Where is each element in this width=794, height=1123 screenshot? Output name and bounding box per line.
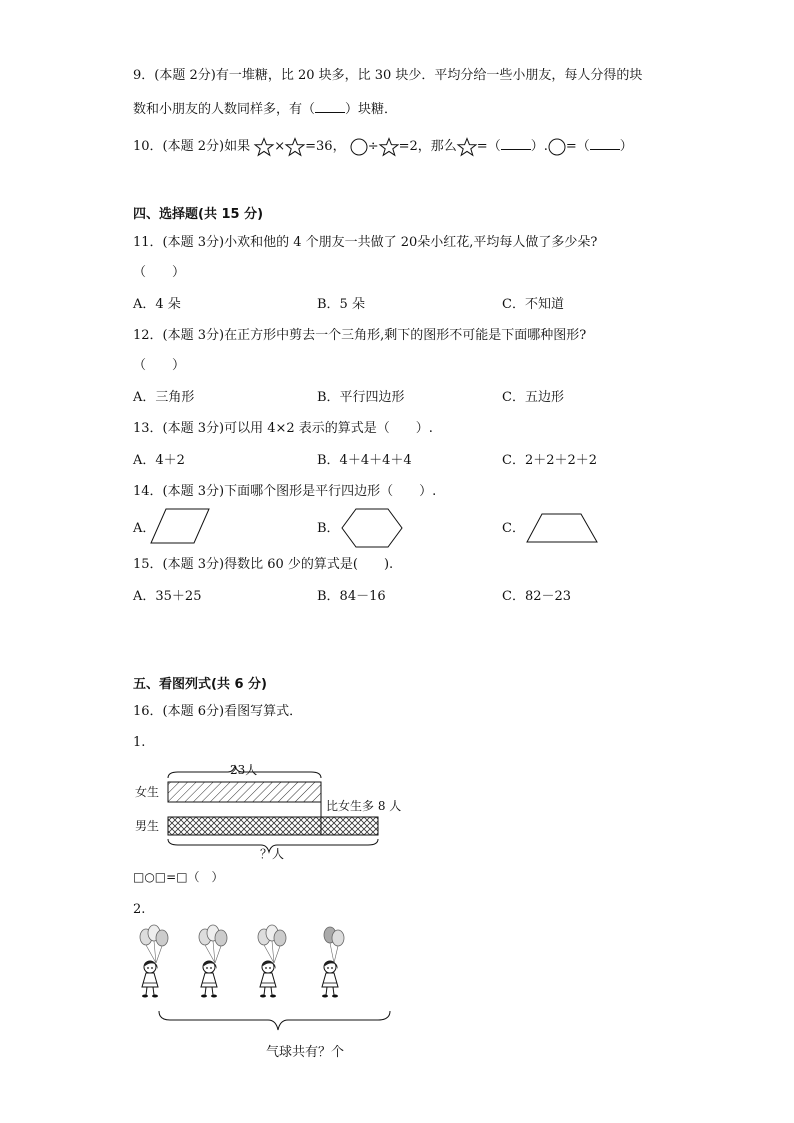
boys-bar	[168, 817, 378, 835]
q11-option-b[interactable]: B．5 朵	[317, 297, 365, 312]
q14-option-b[interactable]: B．	[317, 521, 340, 536]
diagram-girls-label: 女生	[135, 785, 160, 799]
q10-star-answer-blank[interactable]	[501, 137, 531, 150]
circle-icon	[548, 138, 566, 156]
q12-paren[interactable]: （ ）	[133, 358, 186, 373]
q10-sep: .	[543, 139, 548, 154]
q9-line1: 9．(本题 2分)有一堆糖，比 20 块多，比 30 块少．平均分给一些小朋友，每人分得的块	[133, 68, 643, 83]
q11-option-c[interactable]: C．不知道	[502, 297, 564, 312]
diagram-diff-label: 比女生多 8 人	[326, 799, 402, 813]
q16-part1-label: 1.	[133, 735, 146, 750]
q10-times: ×	[274, 139, 286, 154]
q15-text: 15．(本题 3分)得数比 60 少的算式是( ).	[133, 557, 394, 572]
q10-circle-answer-blank[interactable]	[590, 137, 620, 150]
figure-caption: 气球共有？个	[266, 1045, 345, 1060]
q13-option-b[interactable]: B．4＋4＋4＋4	[317, 453, 412, 468]
q16-part2-label: 2.	[133, 902, 146, 917]
figure-brace	[158, 1010, 398, 1034]
q13-option-a[interactable]: A．4＋2	[133, 453, 185, 468]
q10-line	[133, 137, 633, 156]
q14-option-a[interactable]: A．	[133, 521, 156, 536]
q13-option-c[interactable]: C．2＋2＋2＋2	[502, 453, 598, 468]
section-4-title: 四、选择题(共 15 分)	[133, 207, 264, 222]
q14-text: 14．(本题 3分)下面哪个图形是平行四边形（ ）.	[133, 484, 437, 499]
q15-option-c[interactable]: C．82－23	[502, 589, 572, 604]
diagram-top-label: 23人	[230, 763, 258, 777]
q12-option-b[interactable]: B．平行四边形	[317, 390, 405, 405]
q10-close: ）	[530, 139, 544, 154]
star-icon	[379, 138, 399, 156]
q10-close-b: ）	[619, 139, 633, 154]
q10-eq36: =36，	[305, 139, 346, 154]
q11-text: 11．(本题 3分)小欢和他的 4 个朋友一共做了 20朵小红花,平均每人做了多少朵?	[133, 235, 598, 250]
q16-text: 16．(本题 6分)看图写算式．	[133, 704, 303, 719]
q10-eq2: =2，那么	[398, 139, 457, 154]
diagram-bottom-label: ？人	[260, 847, 285, 861]
q10-prefix: 10．(本题 2分)如果	[133, 139, 251, 154]
q9-line2	[133, 100, 397, 116]
star-icon	[457, 138, 477, 156]
q10-div: ÷	[367, 139, 379, 154]
section-5-title: 五、看图列式(共 6 分)	[133, 677, 267, 692]
q9-answer-blank[interactable]	[315, 100, 345, 113]
q11-paren[interactable]: （ ）	[133, 265, 186, 280]
trapezoid-icon[interactable]	[526, 513, 598, 543]
q11-option-a[interactable]: A．4 朵	[133, 297, 181, 312]
q16-part1-answer[interactable]: □○□=□（ ）	[133, 870, 224, 884]
q12-option-c[interactable]: C．五边形	[502, 390, 564, 405]
q12-option-a[interactable]: A．三角形	[133, 390, 195, 405]
q13-text: 13．(本题 3分)可以用 4×2 表示的算式是（ ）.	[133, 421, 433, 436]
q15-option-b[interactable]: B．84－16	[317, 589, 386, 604]
q15-option-a[interactable]: A．35＋25	[133, 589, 202, 604]
q10-eq-b: =（	[565, 139, 590, 154]
diagram-boys-label: 男生	[135, 819, 160, 833]
girls-bar	[168, 782, 321, 802]
star-icon	[254, 138, 274, 156]
parallelogram-icon[interactable]	[150, 508, 210, 544]
hexagon-icon[interactable]	[341, 508, 403, 548]
circle-icon	[350, 138, 368, 156]
q9-line2-text-a: 数和小朋友的人数同样多，有（	[133, 102, 316, 117]
girl-with-balloons-icon	[136, 925, 396, 1000]
q9-line2-text-b: ）块糖．	[345, 102, 398, 117]
q14-option-c[interactable]: C．	[502, 521, 525, 536]
star-icon	[285, 138, 305, 156]
q12-text: 12．(本题 3分)在正方形中剪去一个三角形,剩下的图形不可能是下面哪种图形?	[133, 328, 587, 343]
q10-eq: =（	[476, 139, 501, 154]
